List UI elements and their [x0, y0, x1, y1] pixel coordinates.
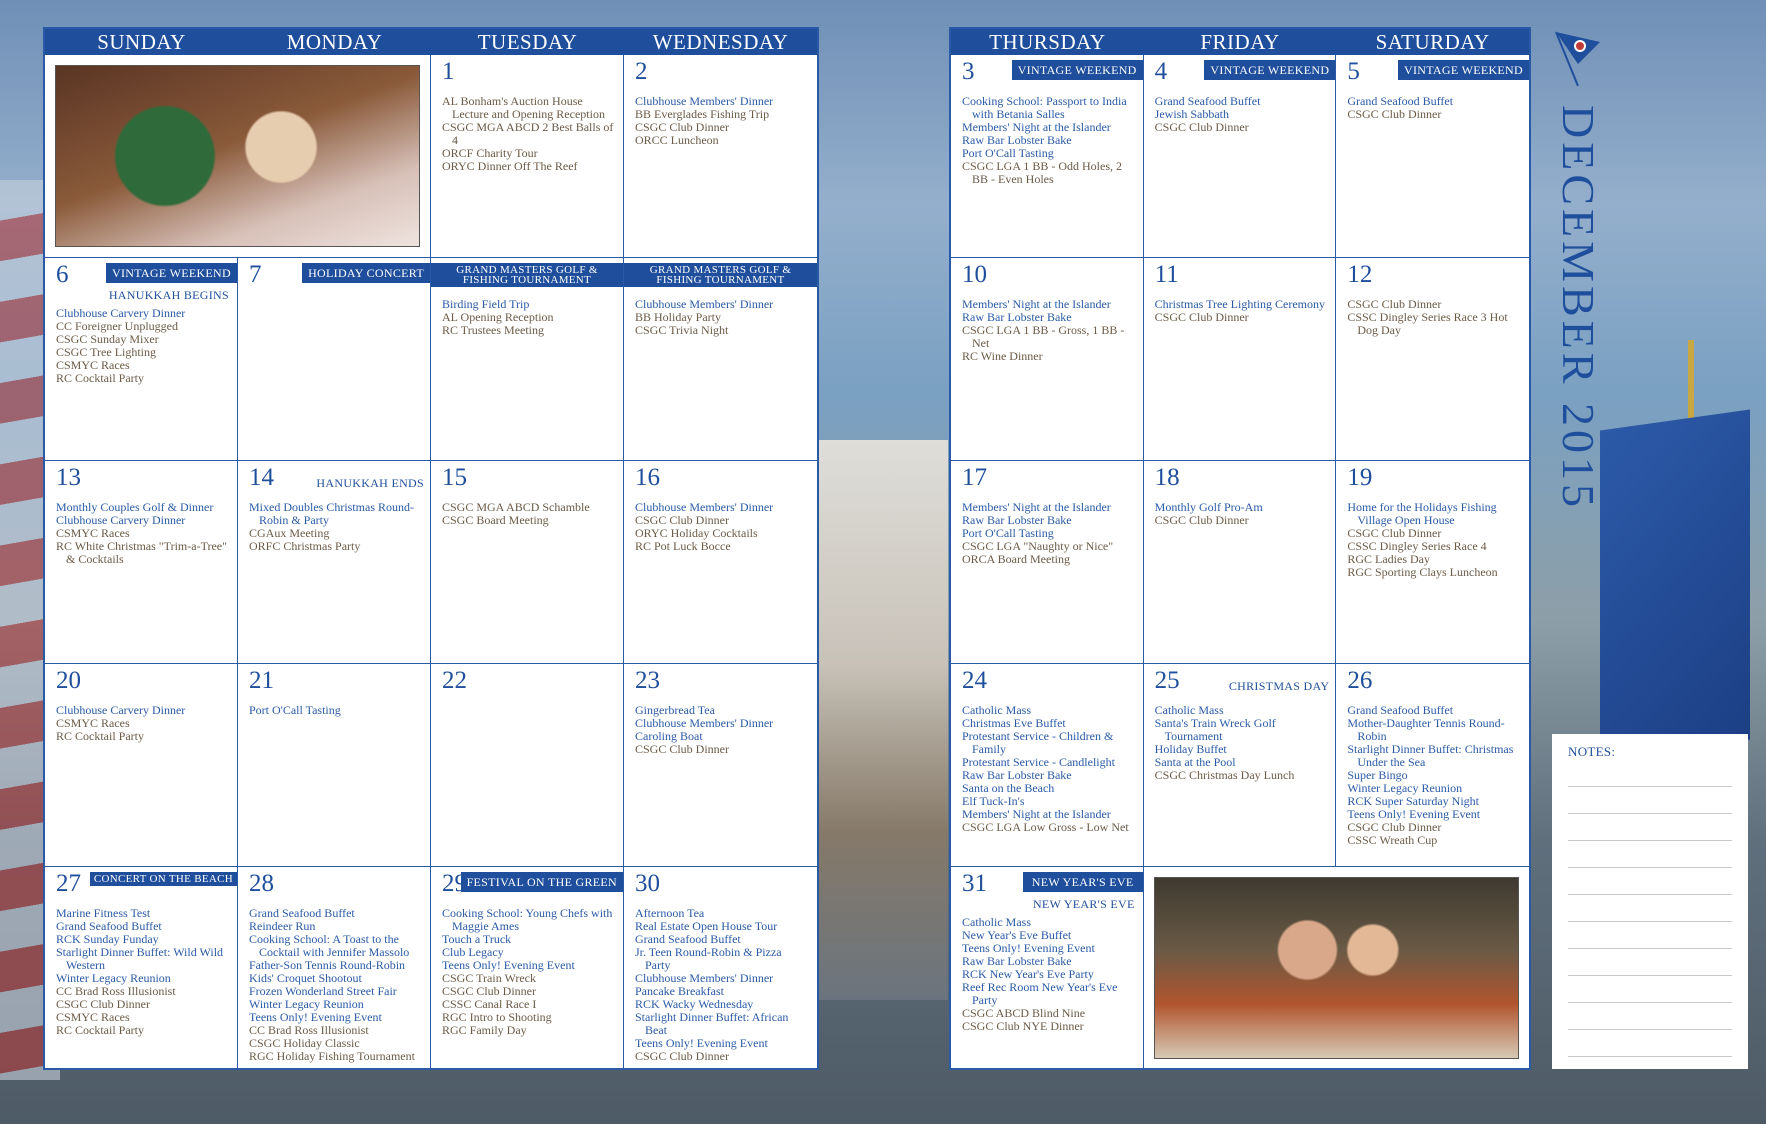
day-number: 9	[635, 261, 648, 288]
event-list	[1347, 704, 1521, 847]
event-item[interactable]: CSGC Club Dinner	[1347, 297, 1442, 311]
weekday-thursday: THURSDAY	[989, 30, 1106, 54]
event-item[interactable]: Clubhouse Members' Dinner	[635, 94, 774, 108]
event-item[interactable]: Christmas Tree Lighting Ceremony	[1154, 297, 1325, 311]
event-item[interactable]: Starlight Dinner Buffet: Wild Wild Western	[56, 945, 224, 972]
day-cell-30[interactable]	[624, 867, 817, 1070]
event-item[interactable]: Santa's Train Wreck Golf Tournament	[1154, 716, 1276, 743]
event-item[interactable]: New Year's Eve Buffet	[962, 928, 1072, 942]
event-item[interactable]: Port O'Call Tasting	[962, 146, 1054, 160]
event-item[interactable]: Catholic Mass	[1154, 703, 1224, 717]
day-number: 16	[635, 464, 660, 491]
family-with-elf-photo	[55, 65, 420, 247]
event-item[interactable]: CSSC Canal Race I	[442, 997, 537, 1011]
event-badge: HOLIDAY CONCERT	[302, 263, 430, 283]
club-pennant-icon	[1548, 28, 1602, 88]
event-item[interactable]: Afternoon Tea	[635, 906, 705, 920]
event-item[interactable]: RCK New Year's Eve Party	[962, 967, 1094, 981]
notes-line[interactable]	[1568, 787, 1732, 814]
event-item[interactable]: CSGC Club Dinner	[1154, 310, 1249, 324]
day-number: 13	[56, 464, 81, 491]
event-list	[1347, 501, 1521, 579]
weekday-friday: FRIDAY	[1200, 30, 1280, 54]
event-item[interactable]: Grand Seafood Buffet	[1347, 94, 1454, 108]
day-cell-14[interactable]	[238, 461, 431, 664]
day-cell-1[interactable]	[431, 55, 624, 258]
event-item[interactable]: CSGC Club Dinner	[1154, 120, 1249, 134]
event-item[interactable]: Birding Field Trip	[442, 297, 530, 311]
event-item[interactable]: Super Bingo	[1347, 768, 1408, 782]
day-number: 14	[249, 464, 274, 491]
event-item[interactable]: Starlight Dinner Buffet: African Beat	[635, 1010, 789, 1037]
holiday-note: NEW YEAR'S EVE	[1032, 897, 1135, 911]
event-item[interactable]: CSGC Club Dinner	[635, 742, 730, 756]
event-item[interactable]: Caroling Boat	[635, 729, 703, 743]
photo-cell	[45, 55, 431, 258]
day-cell-6[interactable]	[45, 258, 238, 461]
day-number: 28	[249, 870, 274, 897]
holiday-note: HANUKKAH BEGINS	[108, 288, 229, 302]
day-cell-31[interactable]	[951, 867, 1144, 1070]
event-item[interactable]: Santa on the Beach	[962, 781, 1055, 795]
event-item[interactable]: Clubhouse Carvery Dinner	[56, 513, 186, 527]
event-item[interactable]: CSGC Trivia Night	[635, 323, 729, 337]
event-item[interactable]: Reef Rec Room New Year's Eve Party	[962, 980, 1118, 1007]
day-cell-5[interactable]	[1336, 55, 1529, 258]
day-number: 21	[249, 667, 274, 694]
event-list	[962, 501, 1135, 566]
event-item[interactable]: RC Pot Luck Bocce	[635, 539, 731, 553]
event-item[interactable]: CSGC Sunday Mixer	[56, 332, 159, 346]
holiday-note: CHRISTMAS DAY	[1228, 679, 1330, 693]
event-item[interactable]: Clubhouse Members' Dinner	[635, 716, 774, 730]
event-list	[1347, 298, 1521, 337]
holiday-note: HANUKKAH ENDS	[316, 476, 424, 490]
event-badge: GRAND MASTERS GOLF & FISHING TOURNAMENT	[431, 263, 623, 287]
day-number: 8	[442, 261, 455, 288]
event-list	[442, 501, 615, 527]
day-number: 25	[1154, 667, 1180, 694]
event-item[interactable]: Holiday Buffet	[1154, 742, 1227, 756]
event-item[interactable]: CSMYC Races	[56, 716, 130, 730]
event-item[interactable]: Raw Bar Lobster Bake	[962, 954, 1072, 968]
notes-line[interactable]	[1568, 760, 1732, 787]
event-item[interactable]: Catholic Mass	[962, 915, 1031, 929]
event-item[interactable]: CC Foreigner Unplugged	[56, 319, 178, 333]
day-number: 22	[442, 667, 467, 694]
event-item[interactable]: Monthly Golf Pro-Am	[1154, 500, 1263, 514]
event-item[interactable]: CSGC Club Dinner	[442, 984, 537, 998]
day-number: 29	[442, 870, 467, 897]
day-number: 7	[249, 261, 262, 288]
event-item[interactable]: CSGC Club Dinner	[56, 997, 151, 1011]
event-item[interactable]: RC White Christmas "Trim-a-Tree" & Cocktails	[56, 539, 228, 566]
event-item[interactable]: Protestant Service - Children & Family	[962, 729, 1114, 756]
event-item[interactable]: RC Cocktail Party	[56, 729, 144, 743]
day-cell-11[interactable]	[1144, 258, 1337, 461]
day-cell-26[interactable]	[1336, 664, 1529, 867]
event-item[interactable]: Catholic Mass	[962, 703, 1031, 717]
event-item[interactable]: CSGC Club Dinner	[635, 1049, 730, 1063]
calendar-grid-right	[951, 55, 1529, 1070]
day-number: 18	[1154, 464, 1180, 491]
day-number: 2	[635, 58, 648, 85]
photo-cell	[1144, 867, 1529, 1070]
day-cell-28[interactable]	[238, 867, 431, 1070]
event-item[interactable]: Protestant Service - Candlelight	[962, 755, 1115, 769]
event-item[interactable]: ORCF Charity Tour	[442, 146, 538, 160]
event-item[interactable]: RCK Sunday Funday	[56, 932, 159, 946]
event-item[interactable]: Christmas Eve Buffet	[962, 716, 1066, 730]
event-item[interactable]: CC Brad Ross Illusionist	[249, 1023, 369, 1037]
event-item[interactable]: CSGC Tree Lighting	[56, 345, 157, 359]
event-item[interactable]: Cooking School: Young Chefs with Maggie Ames	[442, 906, 613, 933]
day-cell-22[interactable]	[431, 664, 624, 867]
event-item[interactable]: CSMYC Races	[56, 358, 130, 372]
day-number: 27	[56, 870, 81, 897]
day-number: 30	[635, 870, 660, 897]
day-cell-24[interactable]	[951, 664, 1144, 867]
event-item[interactable]: Raw Bar Lobster Bake	[962, 768, 1072, 782]
event-item[interactable]: CSGC Club Dinner	[635, 120, 730, 134]
event-item[interactable]: CSGC ABCD Blind Nine	[962, 1006, 1086, 1020]
day-cell-13[interactable]	[45, 461, 238, 664]
event-list	[635, 907, 809, 1063]
day-number: 4	[1154, 58, 1168, 85]
event-item[interactable]: CGAux Meeting	[249, 526, 330, 540]
event-item[interactable]: ORYC Dinner Off The Reef	[442, 159, 578, 173]
event-item[interactable]: Raw Bar Lobster Bake	[962, 133, 1072, 147]
day-cell-7[interactable]	[238, 258, 431, 461]
weekday-tuesday: TUESDAY	[477, 30, 578, 54]
event-item[interactable]: Starlight Dinner Buffet: Christmas Under the Sea	[1347, 742, 1514, 769]
event-item[interactable]: Cooking School: A Toast to the Cocktail with Jennifer Massolo	[249, 932, 410, 959]
weekday-header-right	[951, 29, 1529, 55]
day-number: 6	[56, 261, 69, 288]
day-cell-19[interactable]	[1336, 461, 1529, 664]
day-number: 31	[962, 870, 987, 897]
event-item[interactable]: Teens Only! Evening Event	[962, 941, 1095, 955]
day-cell-23[interactable]	[624, 664, 817, 867]
event-list	[56, 307, 229, 385]
event-item[interactable]: Teens Only! Evening Event	[442, 958, 575, 972]
event-item[interactable]: CSMYC Races	[56, 1010, 130, 1024]
event-item[interactable]: RGC Family Day	[442, 1023, 527, 1037]
event-list	[56, 704, 229, 743]
event-item[interactable]: CSSC Wreath Cup	[1347, 833, 1438, 847]
calendar-left-page	[43, 27, 819, 1070]
event-item[interactable]: Jr. Teen Round-Robin & Pizza Party	[635, 945, 782, 972]
gingerbread-house-photo	[1154, 877, 1519, 1059]
event-item[interactable]: Clubhouse Carvery Dinner	[56, 306, 186, 320]
event-item[interactable]: Club Legacy	[442, 945, 504, 959]
event-list	[442, 298, 615, 337]
day-number: 24	[962, 667, 987, 694]
event-list	[962, 704, 1135, 834]
day-cell-16[interactable]	[624, 461, 817, 664]
event-item[interactable]: Teens Only! Evening Event	[1347, 807, 1481, 821]
day-number: 26	[1347, 667, 1373, 694]
event-item[interactable]: CSGC Board Meeting	[442, 513, 549, 527]
event-item[interactable]: Elf Tuck-In's	[962, 794, 1025, 808]
event-item[interactable]: Grand Seafood Buffet	[249, 906, 355, 920]
event-badge: CONCERT ON THE BEACH	[90, 872, 237, 886]
day-cell-12[interactable]	[1336, 258, 1529, 461]
event-item[interactable]: CSGC MGA ABCD 2 Best Balls of 4	[442, 120, 614, 147]
event-item[interactable]: Members' Night at the Islander	[962, 297, 1111, 311]
event-item[interactable]: CSGC Club Dinner	[1347, 107, 1442, 121]
notes-line[interactable]	[1568, 1003, 1732, 1030]
event-item[interactable]: Clubhouse Members' Dinner	[635, 500, 774, 514]
event-list	[442, 95, 615, 173]
day-cell-9[interactable]	[624, 258, 817, 461]
weekday-header-left	[45, 29, 817, 55]
event-list	[249, 501, 422, 553]
event-item[interactable]: Clubhouse Carvery Dinner	[56, 703, 186, 717]
weekday-monday: MONDAY	[286, 30, 383, 54]
event-item[interactable]: Pancake Breakfast	[635, 984, 724, 998]
event-list	[635, 501, 809, 553]
event-item[interactable]: CSGC Club NYE Dinner	[962, 1019, 1084, 1033]
event-item[interactable]: Winter Legacy Reunion	[56, 971, 171, 985]
event-item[interactable]: CSGC MGA ABCD Schamble	[442, 500, 590, 514]
event-item[interactable]: CSGC Club Dinner	[1347, 820, 1442, 834]
event-item[interactable]: Home for the Holidays Fishing Village Open House	[1347, 500, 1497, 527]
event-list	[962, 298, 1135, 363]
day-cell-17[interactable]	[951, 461, 1144, 664]
event-item[interactable]: BB Everglades Fishing Trip	[635, 107, 770, 121]
day-cell-21[interactable]	[238, 664, 431, 867]
day-cell-8[interactable]	[431, 258, 624, 461]
event-list	[962, 916, 1135, 1033]
event-item[interactable]: ORCA Board Meeting	[962, 552, 1070, 566]
notes-line[interactable]	[1568, 868, 1732, 895]
event-item[interactable]: Grand Seafood Buffet	[1347, 703, 1454, 717]
event-item[interactable]: Raw Bar Lobster Bake	[962, 310, 1072, 324]
event-item[interactable]: Frozen Wonderland Street Fair	[249, 984, 397, 998]
event-item[interactable]: CSSC Dingley Series Race 4	[1347, 539, 1487, 553]
event-item[interactable]: CSGC Holiday Classic	[249, 1036, 360, 1050]
event-item[interactable]: Teens Only! Evening Event	[635, 1036, 768, 1050]
club-flag-background	[1600, 409, 1750, 760]
notes-line[interactable]	[1568, 1030, 1732, 1057]
event-item[interactable]: RC Trustees Meeting	[442, 323, 545, 337]
day-number: 10	[962, 261, 987, 288]
event-list	[249, 907, 422, 1063]
event-item[interactable]: RGC Intro to Shooting	[442, 1010, 552, 1024]
event-item[interactable]: Raw Bar Lobster Bake	[962, 513, 1072, 527]
event-badge: VINTAGE WEEKEND	[1204, 60, 1335, 80]
event-item[interactable]: CSGC LGA 1 BB - Odd Holes, 2 BB - Even Holes	[962, 159, 1123, 186]
event-item[interactable]: Members' Night at the Islander	[962, 500, 1111, 514]
notes-line[interactable]	[1568, 922, 1732, 949]
event-item[interactable]: Kids' Croquet Shootout	[249, 971, 362, 985]
event-item[interactable]: Members' Night at the Islander	[962, 120, 1111, 134]
event-item[interactable]: Jewish Sabbath	[1154, 107, 1229, 121]
event-list	[249, 704, 422, 717]
day-cell-25[interactable]	[1144, 664, 1337, 867]
event-item[interactable]: RCK Super Saturday Night	[1347, 794, 1479, 808]
event-item[interactable]: Clubhouse Members' Dinner	[635, 297, 774, 311]
day-number: 11	[1154, 261, 1179, 288]
event-item[interactable]: Santa at the Pool	[1154, 755, 1236, 769]
event-item[interactable]: CSGC LGA "Naughty or Nice"	[962, 539, 1114, 553]
event-item[interactable]: CSGC LGA Low Gross - Low Net	[962, 820, 1129, 834]
day-cell-15[interactable]	[431, 461, 624, 664]
event-item[interactable]: CC Brad Ross Illusionist	[56, 984, 176, 998]
day-cell-3[interactable]	[951, 55, 1144, 258]
event-list	[1155, 95, 1328, 134]
day-number: 12	[1347, 261, 1373, 288]
event-badge: VINTAGE WEEKEND	[1398, 60, 1529, 80]
day-number: 19	[1347, 464, 1373, 491]
event-item[interactable]: Touch a Truck	[442, 932, 512, 946]
event-item[interactable]: Real Estate Open House Tour	[635, 919, 778, 933]
event-list	[1155, 501, 1328, 527]
event-item[interactable]: CSGC LGA 1 BB - Gross, 1 BB - Net	[962, 323, 1125, 350]
event-item[interactable]: Port O'Call Tasting	[962, 526, 1054, 540]
event-badge: VINTAGE WEEKEND	[1012, 60, 1143, 80]
event-item[interactable]: Gingerbread Tea	[635, 703, 715, 717]
event-item[interactable]: RC Wine Dinner	[962, 349, 1043, 363]
day-number: 17	[962, 464, 987, 491]
event-item[interactable]: ORYC Holiday Cocktails	[635, 526, 758, 540]
day-cell-18[interactable]	[1144, 461, 1337, 664]
event-badge: GRAND MASTERS GOLF & FISHING TOURNAMENT	[624, 263, 817, 287]
event-list	[442, 907, 615, 1037]
event-item[interactable]: BB Holiday Party	[635, 310, 721, 324]
day-number: 23	[635, 667, 660, 694]
notes-line[interactable]	[1568, 976, 1732, 1003]
event-item[interactable]: Monthly Couples Golf & Dinner	[56, 500, 214, 514]
event-item[interactable]: CSGC Club Dinner	[1347, 526, 1442, 540]
event-item[interactable]: CSSC Dingley Series Race 3 Hot Dog Day	[1347, 310, 1508, 337]
event-badge: FESTIVAL ON THE GREEN	[461, 872, 623, 892]
event-item[interactable]: AL Opening Reception	[442, 310, 554, 324]
event-list	[1347, 95, 1521, 121]
event-item[interactable]: RGC Holiday Fishing Tournament	[249, 1049, 415, 1063]
weekday-saturday: SATURDAY	[1375, 30, 1490, 54]
day-cell-20[interactable]	[45, 664, 238, 867]
yacht-background	[818, 440, 948, 1000]
event-list	[635, 704, 809, 756]
notes-label: NOTES:	[1568, 744, 1616, 759]
event-item[interactable]: Teens Only! Evening Event	[249, 1010, 382, 1024]
event-item[interactable]: ORFC Christmas Party	[249, 539, 361, 553]
calendar-grid-left	[45, 55, 817, 1070]
month-title: DECEMBER 2015	[1553, 105, 1604, 511]
day-cell-4[interactable]	[1144, 55, 1337, 258]
event-list	[1155, 298, 1328, 324]
event-item[interactable]: Grand Seafood Buffet	[1154, 94, 1261, 108]
notes-line[interactable]	[1568, 814, 1732, 841]
day-number: 1	[442, 58, 455, 85]
day-cell-27[interactable]	[45, 867, 238, 1070]
day-cell-29[interactable]	[431, 867, 624, 1070]
weekday-wednesday: WEDNESDAY	[652, 30, 789, 54]
event-item[interactable]: Father-Son Tennis Round-Robin	[249, 958, 406, 972]
event-list	[962, 95, 1135, 186]
event-item[interactable]: Mixed Doubles Christmas Round-Robin & Party	[249, 500, 414, 527]
notes-line[interactable]	[1568, 895, 1732, 922]
event-item[interactable]: RC Cocktail Party	[56, 1023, 144, 1037]
day-number: 3	[962, 58, 975, 85]
event-item[interactable]: CSGC Club Dinner	[635, 513, 730, 527]
event-item[interactable]: Mother-Daughter Tennis Round-Robin	[1347, 716, 1505, 743]
event-item[interactable]: RGC Ladies Day	[1347, 552, 1430, 566]
event-list	[56, 501, 229, 566]
event-item[interactable]: Winter Legacy Reunion	[249, 997, 364, 1011]
event-item[interactable]: Grand Seafood Buffet	[635, 932, 741, 946]
notes-box[interactable]	[1552, 734, 1748, 1069]
event-item[interactable]: CSMYC Races	[56, 526, 130, 540]
event-item[interactable]: CSGC Club Dinner	[1154, 513, 1249, 527]
weekday-sunday: SUNDAY	[97, 30, 186, 54]
event-item[interactable]: Grand Seafood Buffet	[56, 919, 162, 933]
event-list	[635, 298, 809, 337]
day-number: 5	[1347, 58, 1360, 85]
event-item[interactable]: Clubhouse Members' Dinner	[635, 971, 774, 985]
day-cell-2[interactable]	[624, 55, 817, 258]
event-item[interactable]: Reindeer Run	[249, 919, 316, 933]
day-number: 20	[56, 667, 81, 694]
event-item[interactable]: RC Cocktail Party	[56, 371, 144, 385]
event-item[interactable]: CSGC Christmas Day Lunch	[1154, 768, 1295, 782]
event-item[interactable]: AL Bonham's Auction House Lecture and Opening Reception	[442, 94, 605, 121]
event-item[interactable]: ORCC Luncheon	[635, 133, 719, 147]
event-item[interactable]: Port O'Call Tasting	[249, 703, 341, 717]
event-list	[56, 907, 229, 1037]
day-cell-10[interactable]	[951, 258, 1144, 461]
event-list	[1155, 704, 1328, 782]
event-list	[635, 95, 809, 147]
event-badge: NEW YEAR'S EVE	[1023, 872, 1143, 892]
event-item[interactable]: Members' Night at the Islander	[962, 807, 1111, 821]
event-item[interactable]: Cooking School: Passport to India with Betania Salles	[962, 94, 1127, 121]
notes-line[interactable]	[1568, 841, 1732, 868]
event-item[interactable]: CSGC Train Wreck	[442, 971, 536, 985]
calendar-right-page	[949, 27, 1531, 1070]
notes-line[interactable]	[1568, 949, 1732, 976]
day-number: 15	[442, 464, 467, 491]
event-item[interactable]: RCK Wacky Wednesday	[635, 997, 754, 1011]
event-item[interactable]: Winter Legacy Reunion	[1347, 781, 1463, 795]
event-item[interactable]: Marine Fitness Test	[56, 906, 151, 920]
event-item[interactable]: RGC Sporting Clays Luncheon	[1347, 565, 1498, 579]
event-badge: VINTAGE WEEKEND	[106, 263, 237, 283]
